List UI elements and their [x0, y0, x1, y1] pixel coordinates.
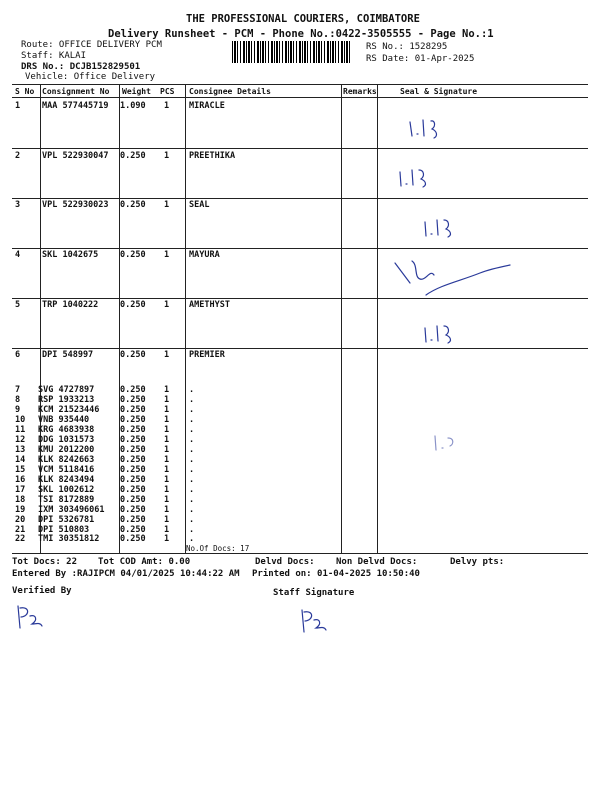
barcode-image — [232, 41, 350, 63]
row-weight: 0.250 — [120, 300, 146, 310]
row-weight: 0.250 — [120, 385, 146, 395]
row-weight: 0.250 — [120, 445, 146, 455]
col-remarks: Remarks — [343, 87, 377, 96]
delivery-points: Delvy pts: — [450, 557, 505, 567]
row-pcs: 1 — [164, 395, 170, 405]
drs-number: DRS No.: DCJB152829501 — [21, 62, 141, 72]
col-pcs: PCS — [160, 87, 175, 96]
row-consignment: IXM 303496061 — [38, 505, 105, 515]
row-consignee: PREMIER — [189, 350, 225, 360]
row-consignment: DPI 548997 — [42, 350, 94, 360]
verified-by-label: Verified By — [12, 586, 72, 596]
row-pcs: 1 — [164, 405, 170, 415]
row-consignee: AMETHYST — [189, 300, 230, 310]
row-consignee: MIRACLE — [189, 101, 225, 111]
row-pcs: 1 — [164, 425, 170, 435]
row-consignment: DPI 5326781 — [38, 515, 95, 525]
staff-signature — [296, 606, 336, 636]
col-divider — [377, 84, 378, 553]
handwritten-signature — [420, 212, 470, 240]
row-consignment: MAA 577445719 — [42, 101, 109, 111]
row-pcs: 1 — [164, 505, 170, 515]
row-consignment: TRP 1040222 — [42, 300, 99, 310]
row-weight: 0.250 — [120, 425, 146, 435]
handwritten-signature — [395, 162, 445, 190]
row-pcs: 1 — [164, 525, 170, 535]
row-consignee: . — [189, 405, 195, 415]
row-pcs: 1 — [164, 465, 170, 475]
row-sno: 19 — [15, 505, 26, 515]
row-consignment: SKL 1002612 — [38, 485, 95, 495]
row-sno: 8 — [15, 395, 21, 405]
row-consignee: . — [189, 534, 195, 544]
row-separator — [12, 198, 588, 199]
row-weight: 0.250 — [120, 435, 146, 445]
col-divider — [341, 84, 342, 553]
row-sno: 6 — [15, 350, 21, 360]
row-sno: 9 — [15, 405, 21, 415]
row-pcs: 1 — [164, 151, 170, 161]
row-consignee: . — [189, 505, 195, 515]
delivered-docs: Delvd Docs: — [255, 557, 315, 567]
verifier-signature — [12, 602, 52, 632]
row-weight: 0.250 — [120, 515, 146, 525]
row-separator — [12, 248, 588, 249]
handwritten-signature — [390, 255, 520, 300]
row-sno: 11 — [15, 425, 26, 435]
row-consignee: . — [189, 395, 195, 405]
row-weight: 0.250 — [120, 495, 146, 505]
rs-number: RS No.: 1528295 — [366, 42, 448, 52]
row-sno: 3 — [15, 200, 21, 210]
row-pcs: 1 — [164, 350, 170, 360]
row-separator — [12, 348, 588, 349]
row-pcs: 1 — [164, 385, 170, 395]
row-consignee: . — [189, 525, 195, 535]
col-seal-signature: Seal & Signature — [400, 87, 478, 96]
table-bottom-border — [12, 553, 588, 554]
total-cod-amount: Tot COD Amt: 0.00 — [98, 557, 191, 567]
table-top-border — [12, 84, 588, 85]
col-consignee: Consignee Details — [189, 87, 271, 96]
col-consignment: Consignment No — [42, 87, 110, 96]
row-consignment: KCM 21523446 — [38, 405, 100, 415]
row-pcs: 1 — [164, 475, 170, 485]
row-pcs: 1 — [164, 485, 170, 495]
row-consignment: TSI 8172889 — [38, 495, 95, 505]
header-bottom-border — [12, 97, 588, 98]
row-consignment: SVG 4727897 — [38, 385, 95, 395]
row-consignment: VCM 5118416 — [38, 465, 95, 475]
row-consignee: . — [189, 385, 195, 395]
row-consignment: TMI 30351812 — [38, 534, 100, 544]
row-separator — [12, 148, 588, 149]
rs-date: RS Date: 01-Apr-2025 — [366, 54, 475, 64]
row-pcs: 1 — [164, 101, 170, 111]
row-pcs: 1 — [164, 534, 170, 544]
row-pcs: 1 — [164, 435, 170, 445]
row-consignee: . — [189, 455, 195, 465]
handwritten-signature — [420, 318, 470, 346]
row-consignee: . — [189, 495, 195, 505]
row-weight: 0.250 — [120, 465, 146, 475]
row-consignee: . — [189, 485, 195, 495]
row-pcs: 1 — [164, 250, 170, 260]
row-weight: 0.250 — [120, 250, 146, 260]
total-docs: Tot Docs: 22 — [12, 557, 78, 567]
row-weight: 0.250 — [120, 475, 146, 485]
row-pcs: 1 — [164, 200, 170, 210]
row-pcs: 1 — [164, 300, 170, 310]
row-weight: 0.250 — [120, 395, 146, 405]
row-consignee: . — [189, 425, 195, 435]
row-weight: 0.250 — [120, 525, 146, 535]
row-sno: 18 — [15, 495, 26, 505]
row-sno: 17 — [15, 485, 26, 495]
row-weight: 1.090 — [120, 101, 146, 111]
row-weight: 0.250 — [120, 350, 146, 360]
staff-label: Staff: KALAI — [21, 51, 87, 61]
row-consignee: . — [189, 465, 195, 475]
row-consignee: . — [189, 435, 195, 445]
no-of-docs: No.Of Docs: 17 — [186, 544, 250, 553]
row-consignment: KRG 4683938 — [38, 425, 95, 435]
vehicle-label: Vehicle: Office Delivery — [25, 72, 156, 82]
row-pcs: 1 — [164, 495, 170, 505]
row-sno: 7 — [15, 385, 21, 395]
row-consignment: KLK 8243494 — [38, 475, 95, 485]
row-weight: 0.250 — [120, 405, 146, 415]
row-sno: 13 — [15, 445, 26, 455]
row-sno: 21 — [15, 525, 26, 535]
row-consignee: . — [189, 445, 195, 455]
entered-by: Entered By :RAJIPCM 04/01/2025 10:44:22 AM — [12, 569, 240, 579]
row-sno: 14 — [15, 455, 26, 465]
row-weight: 0.250 — [120, 485, 146, 495]
runsheet-title: Delivery Runsheet - PCM - Phone No.:0422-3505555 - Page No.:1 — [108, 28, 494, 40]
row-consignment: VPL 522930047 — [42, 151, 109, 161]
route-label: Route: OFFICE DELIVERY PCM — [21, 40, 162, 50]
non-delivered-docs: Non Delvd Docs: — [336, 557, 418, 567]
row-sno: 5 — [15, 300, 21, 310]
row-consignee: MAYURA — [189, 250, 220, 260]
printed-on: Printed on: 01-04-2025 10:50:40 — [252, 569, 420, 579]
row-consignment: DDG 1031573 — [38, 435, 95, 445]
handwritten-signature — [430, 428, 470, 454]
row-sno: 1 — [15, 101, 21, 111]
row-pcs: 1 — [164, 445, 170, 455]
row-sno: 4 — [15, 250, 21, 260]
col-divider — [185, 84, 186, 553]
row-weight: 0.250 — [120, 455, 146, 465]
row-weight: 0.250 — [120, 505, 146, 515]
col-weight: Weight — [122, 87, 151, 96]
col-sno: S No — [15, 87, 35, 96]
row-consignment: VNB 935440 — [38, 415, 90, 425]
row-sno: 22 — [15, 534, 26, 544]
row-sno: 20 — [15, 515, 26, 525]
row-consignment: KLK 8242663 — [38, 455, 95, 465]
row-consignee: . — [189, 515, 195, 525]
row-pcs: 1 — [164, 515, 170, 525]
row-weight: 0.250 — [120, 200, 146, 210]
row-weight: 0.250 — [120, 534, 146, 544]
row-weight: 0.250 — [120, 415, 146, 425]
row-consignee: . — [189, 415, 195, 425]
row-sno: 10 — [15, 415, 26, 425]
row-consignment: DPI 510803 — [38, 525, 90, 535]
row-sno: 2 — [15, 151, 21, 161]
handwritten-signature — [405, 112, 455, 142]
company-name: THE PROFESSIONAL COURIERS, COIMBATORE — [186, 13, 420, 25]
row-consignment: KMU 2012200 — [38, 445, 95, 455]
row-consignment: SKL 1042675 — [42, 250, 99, 260]
row-pcs: 1 — [164, 415, 170, 425]
row-consignment: RSP 1933213 — [38, 395, 95, 405]
row-consignment: VPL 522930023 — [42, 200, 109, 210]
staff-signature-label: Staff Signature — [273, 588, 355, 598]
row-sno: 12 — [15, 435, 26, 445]
row-consignee: SEAL — [189, 200, 210, 210]
row-consignee: . — [189, 475, 195, 485]
row-consignee: PREETHIKA — [189, 151, 236, 161]
row-pcs: 1 — [164, 455, 170, 465]
row-sno: 15 — [15, 465, 26, 475]
row-sno: 16 — [15, 475, 26, 485]
row-weight: 0.250 — [120, 151, 146, 161]
